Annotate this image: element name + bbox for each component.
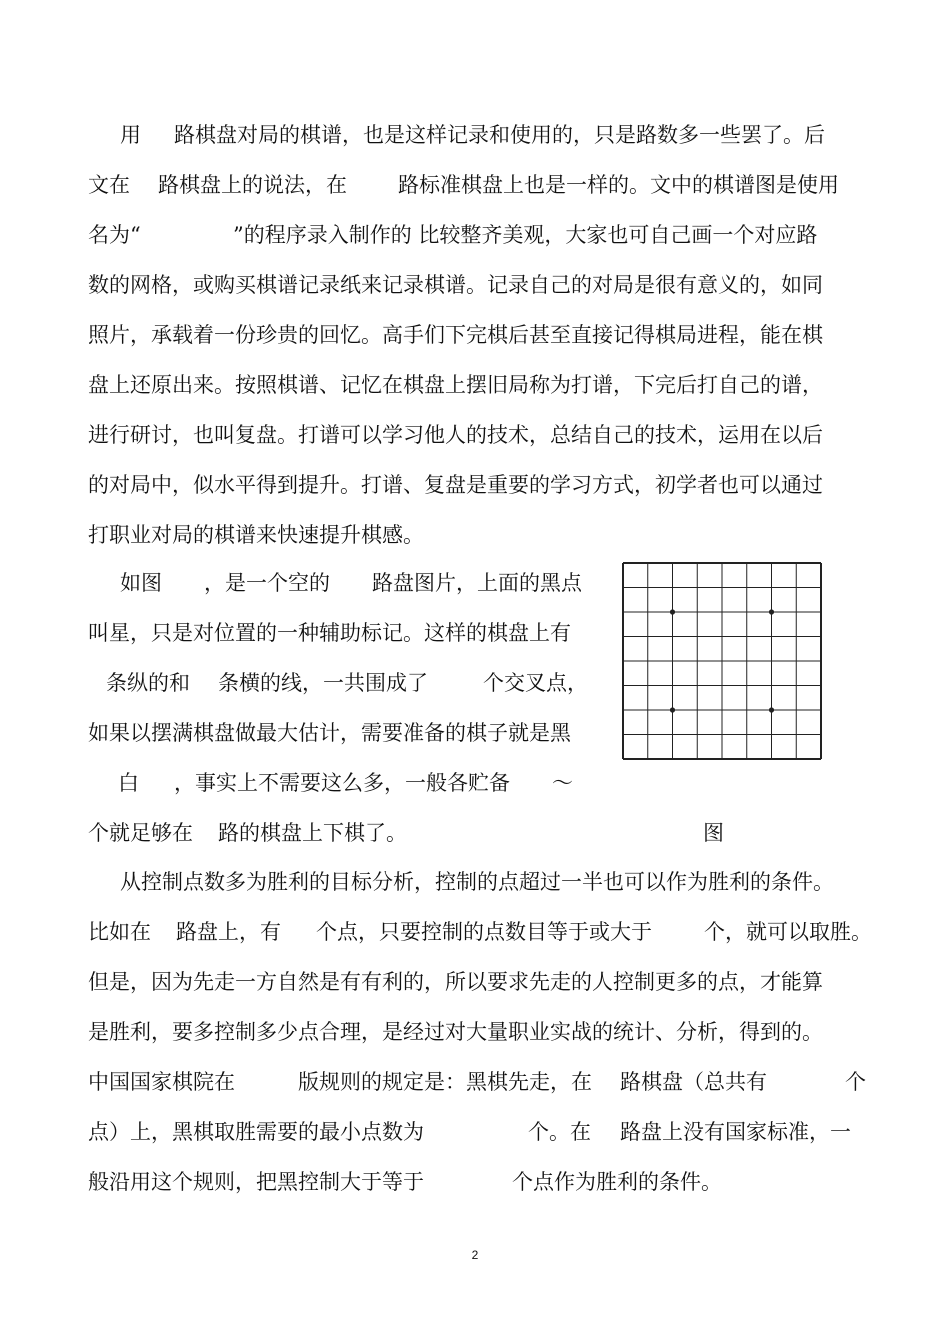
star-point <box>670 707 675 712</box>
text-segment: 个，就可以取胜。 <box>704 920 872 944</box>
text-segment: ，事实上不需要这么多，一般各贮备 <box>174 771 510 795</box>
text-segment: ～ <box>552 771 573 795</box>
text-segment: 路盘图片，上面的黑点 <box>372 571 582 595</box>
text-segment: 名为“ <box>88 223 141 247</box>
text-segment: 盘上还原出来。按照棋谱、记忆在棋盘上摆旧局称为打谱，下完后打自己的谱， <box>88 373 823 397</box>
text-segment: 路盘上没有国家标准，一 <box>620 1120 851 1144</box>
page-number: 2 <box>471 1248 479 1262</box>
text-segment: 个。在 <box>528 1120 591 1144</box>
text-segment: 中国国家棋院在 <box>88 1070 235 1094</box>
text-segment: 个交叉点， <box>483 671 588 695</box>
star-point <box>769 707 774 712</box>
text-segment: 进行研讨，也叫复盘。打谱可以学习他人的技术，总结自己的技术，运用在以后 <box>88 423 823 447</box>
text-segment: 的对局中，似水平得到提升。打谱、复盘是重要的学习方式，初学者也可以通过 <box>88 473 823 497</box>
text-segment: 叫星，只是对位置的一种辅助标记。这样的棋盘上有 <box>88 621 571 645</box>
text-segment: 打职业对局的棋谱来快速提升棋感。 <box>88 523 424 547</box>
text-segment: 个就足够在 <box>88 821 193 845</box>
text-segment: ，是一个空的 <box>204 571 330 595</box>
text-segment: 条横的线，一共围成了 <box>218 671 428 695</box>
text-segment: 版规则的规定是：黑棋先走，在 <box>298 1070 592 1094</box>
text-segment: 条纵的和 <box>106 671 190 695</box>
text-segment: 点）上，黑棋取胜需要的最小点数为 <box>88 1120 424 1144</box>
text-segment: 白 <box>118 771 139 795</box>
text-segment: 但是，因为先走一方自然是有有利的，所以要求先走的人控制更多的点，才能算 <box>88 970 823 994</box>
text-segment: 是胜利，要多控制多少点合理，是经过对大量职业实战的统计、分析，得到的。 <box>88 1020 823 1044</box>
text-segment: 文在 <box>88 173 130 197</box>
text-segment: 路标准棋盘上也是一样的。文中的棋谱图是使用 <box>398 173 839 197</box>
text-segment: 个点作为胜利的条件。 <box>512 1170 722 1194</box>
text-segment: 个 <box>845 1070 866 1094</box>
text-segment: 般沿用这个规则，把黑控制大于等于 <box>88 1170 424 1194</box>
text-segment: 从控制点数多为胜利的目标分析，控制的点超过一半也可以作为胜利的条件。 <box>120 870 834 894</box>
star-point <box>670 609 675 614</box>
text-segment: 路棋盘对局的棋谱，也是这样记录和使用的，只是路数多一些罢了。后 <box>174 123 825 147</box>
text-segment: 路棋盘（总共有 <box>620 1070 767 1094</box>
text-segment: 路盘上，有 <box>176 920 281 944</box>
text-segment: 照片，承载着一份珍贵的回忆。高手们下完棋后甚至直接记得棋局进程，能在棋 <box>88 323 823 347</box>
text-segment: 路棋盘上的说法，在 <box>158 173 347 197</box>
text-segment: ”的程序录入制作的 比较整齐美观，大家也可自己画一个对应路 <box>233 223 818 247</box>
text-segment: 数的网格，或购买棋谱记录纸来记录棋谱。记录自己的对局是很有意义的，如同 <box>88 273 823 297</box>
star-point <box>769 609 774 614</box>
text-segment: 比如在 <box>88 920 151 944</box>
figure-caption: 图 <box>703 821 724 845</box>
go-board-figure <box>622 562 822 760</box>
text-segment: 用 <box>120 123 141 147</box>
text-segment: 路的棋盘上下棋了。 <box>218 821 407 845</box>
text-segment: 如图 <box>120 571 162 595</box>
text-segment: 如果以摆满棋盘做最大估计，需要准备的棋子就是黑 <box>88 721 571 745</box>
text-segment: 个点，只要控制的点数目等于或大于 <box>316 920 652 944</box>
